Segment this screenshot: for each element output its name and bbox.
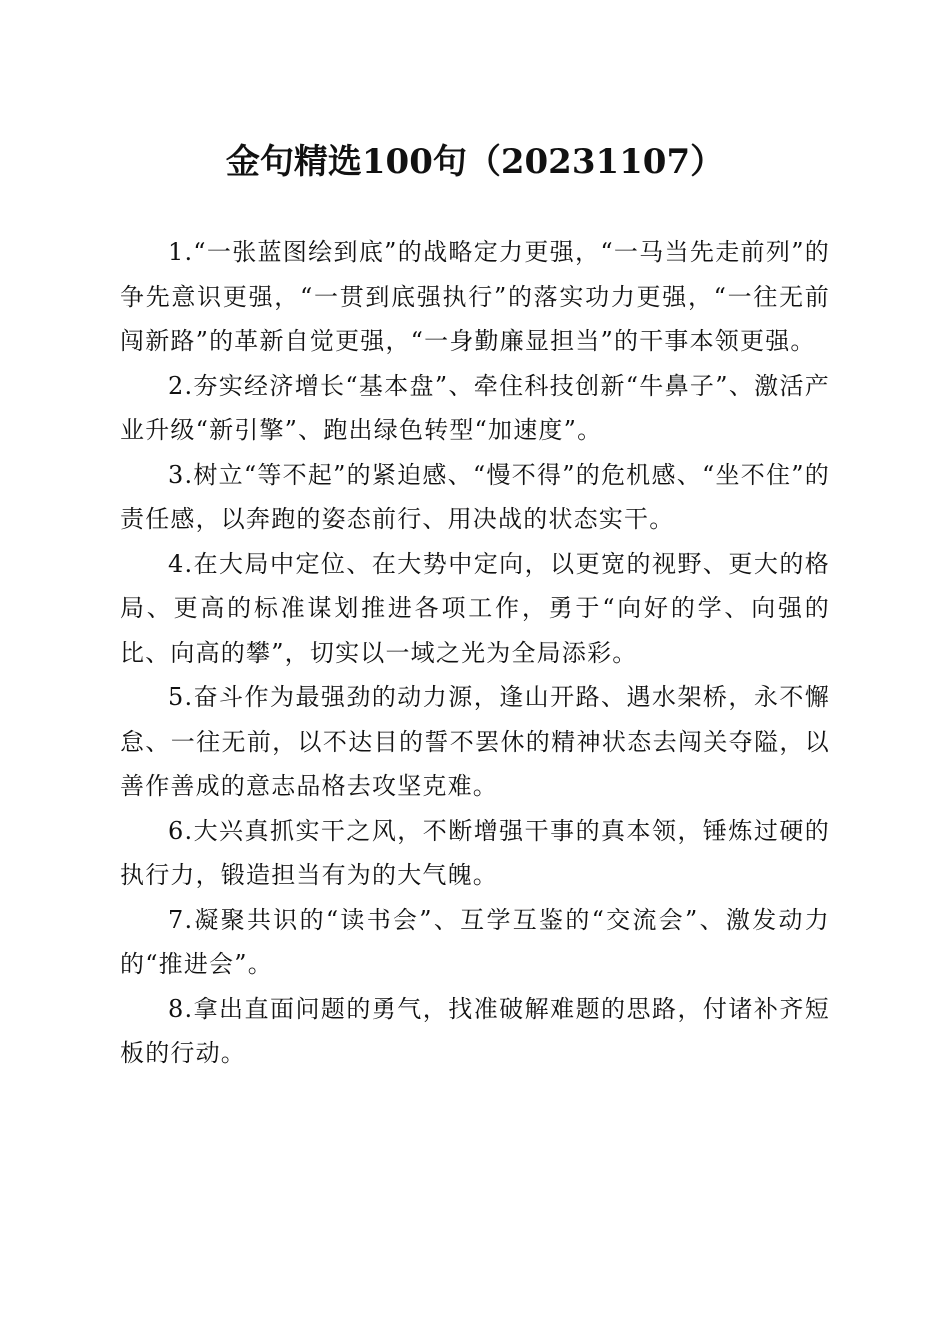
document-title: 金句精选100句（20231107） [225,142,725,182]
paragraph-5: 5.奋斗作为最强劲的动力源，逢山开路、遇水架桥，永不懈怠、一往无前，以不达目的誓不罢休的精神状态去闯关夺隘，以善作善成的意志品格去攻坚克难。 [120,683,830,800]
paragraph-2: 2.夯实经济增长“基本盘”、牵住科技创新“牛鼻子”、激活产业升级“新引擎”、跑出绿色转型“加速度”。 [120,371,830,444]
paragraph-6: 6.大兴真抓实干之风，不断增强干事的真本领，锤炼过硬的执行力，锻造担当有为的大气魄。 [120,816,830,889]
paragraph-3: 3.树立“等不起”的紧迫感、“慢不得”的危机感、“坐不住”的责任感，以奔跑的姿态前行、用决战的状态实干。 [120,460,830,533]
document-body [120,230,830,1076]
paragraph-4: 4.在大局中定位、在大势中定向，以更宽的视野、更大的格局、更高的标准谋划推进各项工作，勇于“向好的学、向强的比、向高的攀”，切实以一域之光为全局添彩。 [120,549,830,667]
paragraph-7: 7.凝聚共识的“读书会”、互学互鉴的“交流会”、激发动力的“推进会”。 [120,905,830,978]
paragraph-8: 8.拿出直面问题的勇气，找准破解难题的思路，付诸补齐短板的行动。 [120,994,830,1067]
paragraph-1: 1.“一张蓝图绘到底”的战略定力更强，“一马当先走前列”的争先意识更强，“一贯到底强执行”的落实功力更强，“一往无前闯新路”的革新自觉更强，“一身勤廉显担当”的干事本领更强。 [120,238,830,355]
